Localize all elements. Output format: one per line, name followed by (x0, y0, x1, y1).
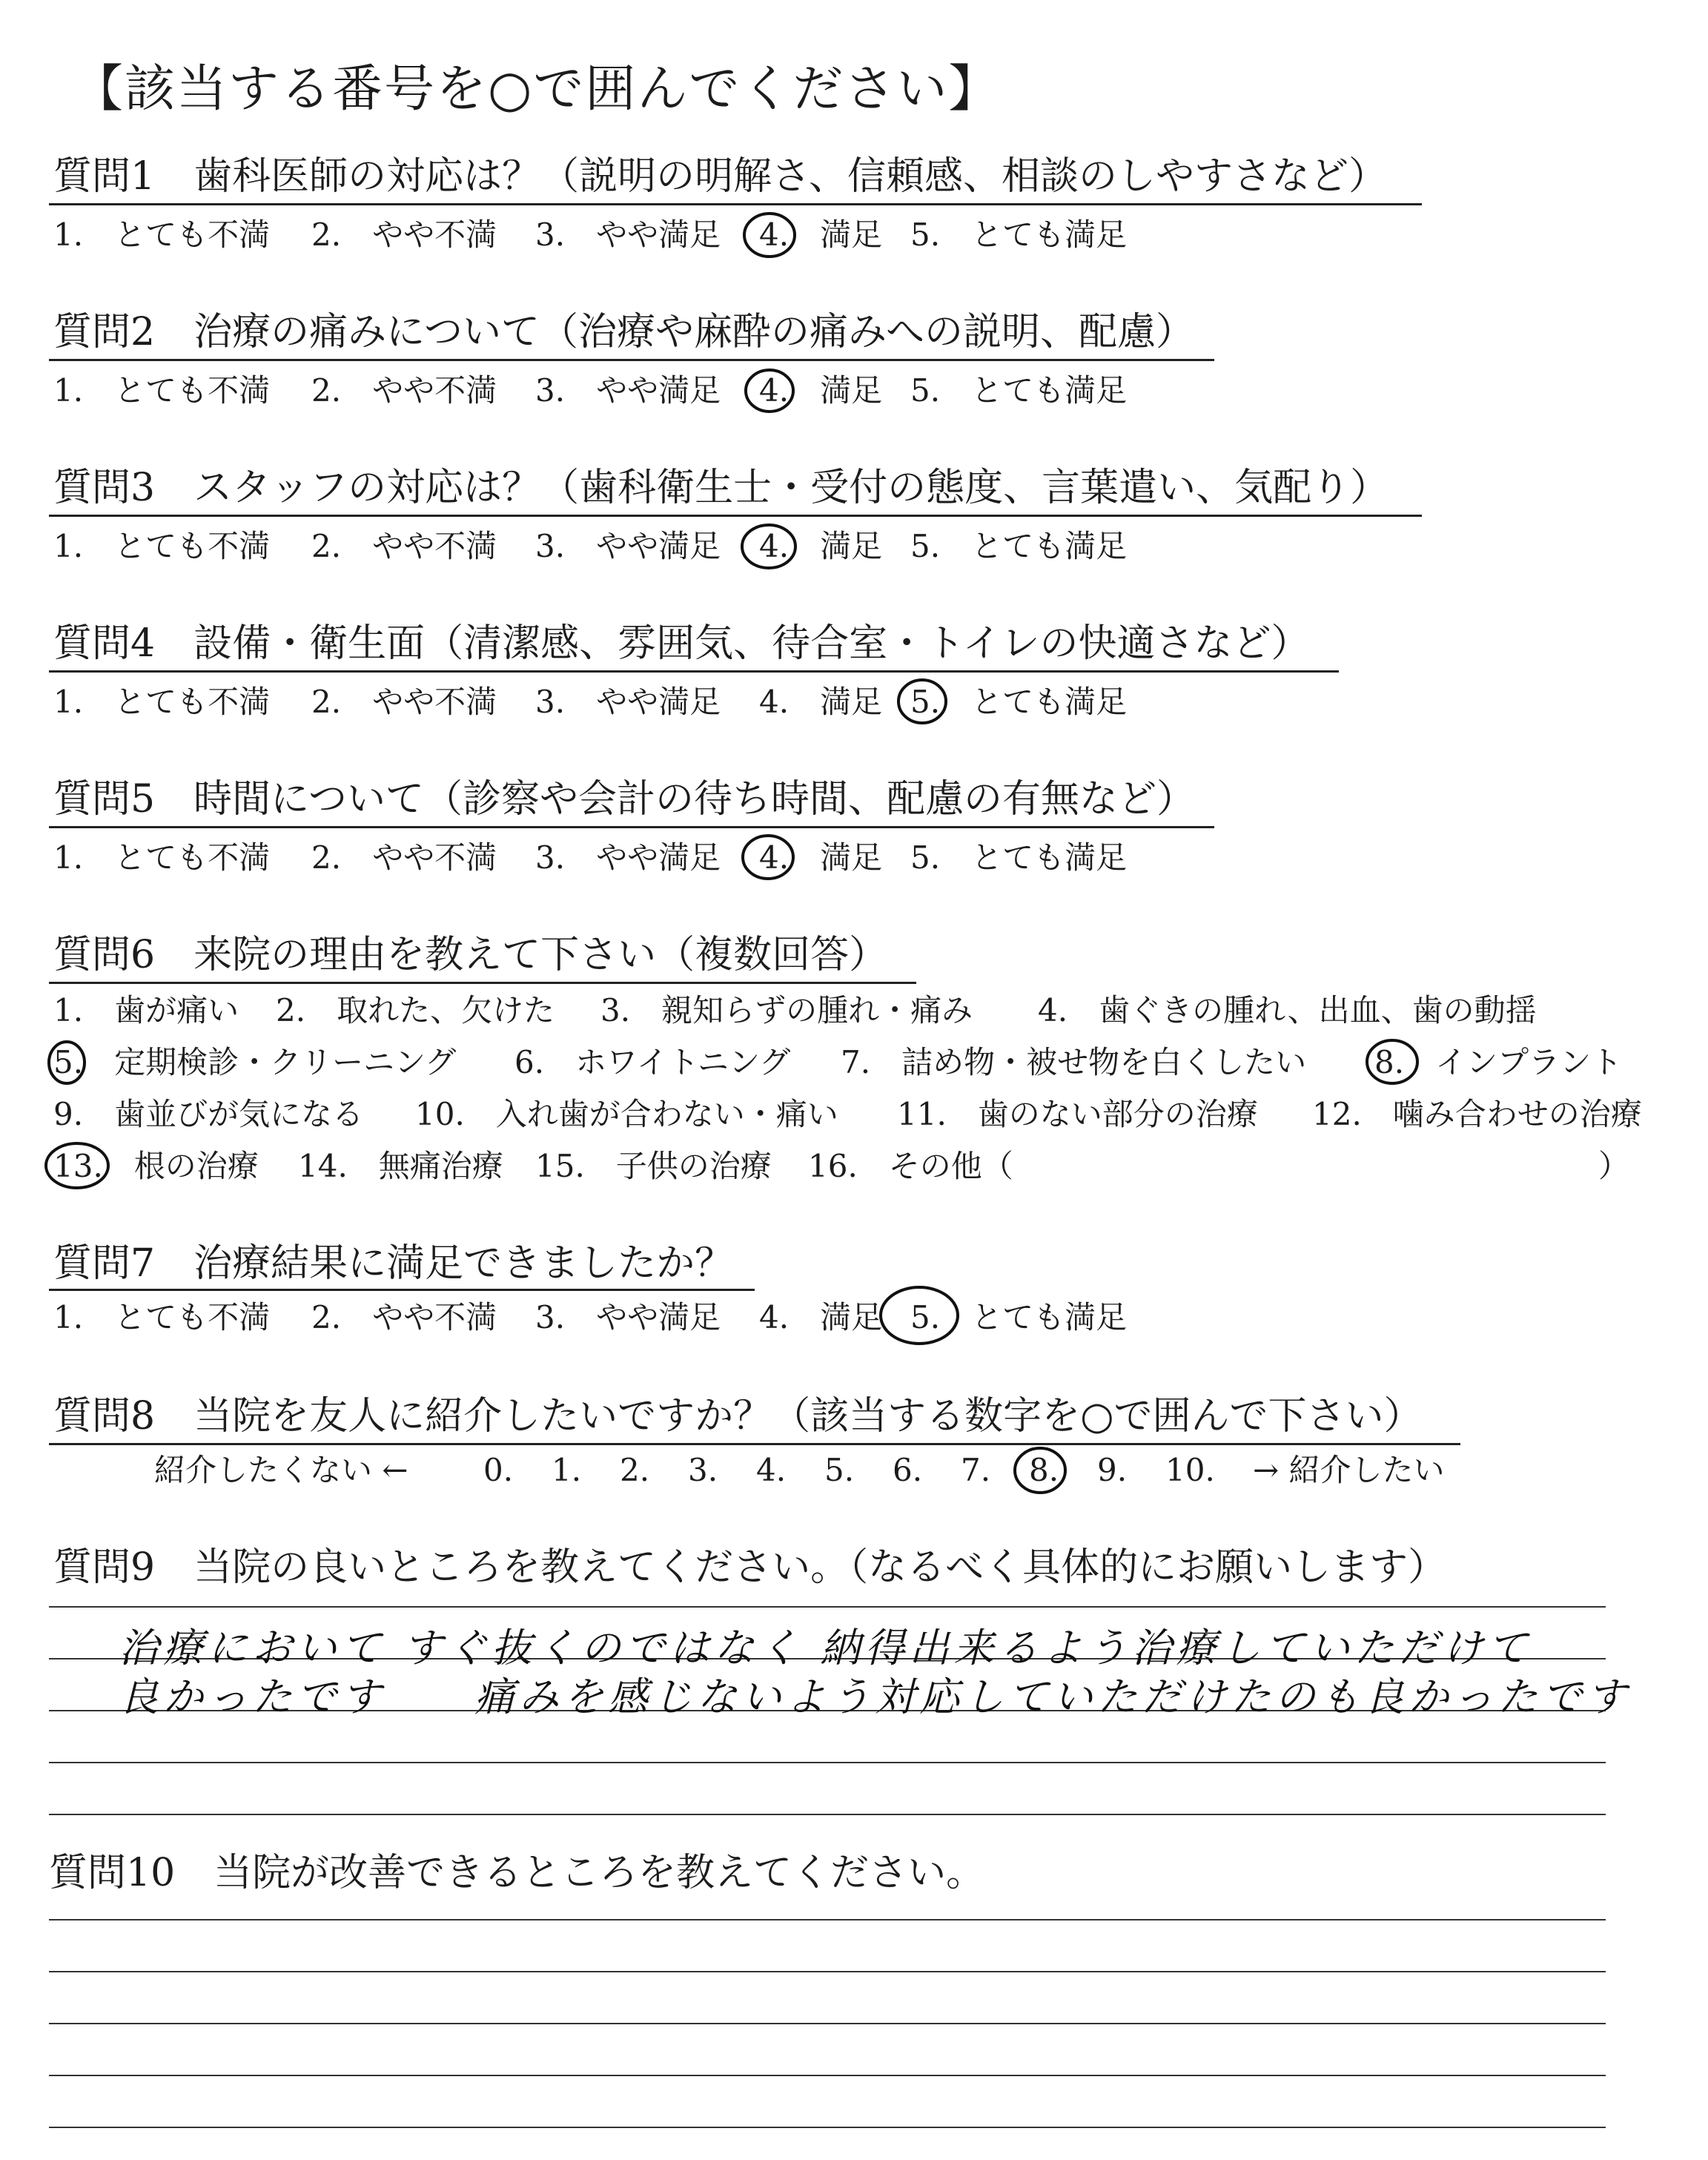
q8-scale-7[interactable]: 7. (961, 1452, 991, 1488)
q6-option-13[interactable]: 13. 根の治療 (53, 1148, 259, 1184)
page-title: 【該当する番号を○で囲んでください】 (73, 60, 1001, 119)
q8-scale-6[interactable]: 6. (893, 1452, 923, 1488)
q6-option-3[interactable]: 3. 親知らずの腫れ・痛み (600, 992, 973, 1028)
question-6-label: 質問6 来院の理由を教えて下さい（複数回答） (53, 933, 888, 977)
q10-answer-line-2 (49, 1971, 1606, 1972)
q3-option-3[interactable]: 3. やや満足 (535, 528, 721, 564)
q8-scale-8[interactable]: 8. (1029, 1452, 1059, 1488)
q2-option-1[interactable]: 1. とても不満 (53, 372, 271, 409)
q8-scale-1[interactable]: 1. (552, 1452, 582, 1488)
question-9-label: 質問9 当院の良いところを教えてください。（なるべく具体的にお願いします） (53, 1545, 1447, 1590)
question-10-label: 質問10 当院が改善できるところを教えてください。 (49, 1851, 985, 1895)
q9-answer-line-1 (49, 1606, 1606, 1608)
q2-option-4[interactable]: 4. 満足 (759, 372, 883, 409)
q1-option-4[interactable]: 4. 満足 (759, 217, 883, 253)
q8-scale-5[interactable]: 5. (824, 1452, 855, 1488)
q4-option-5[interactable]: 5. とても満足 (910, 684, 1128, 720)
q7-option-5[interactable]: 5. とても満足 (910, 1299, 1128, 1335)
q4-option-4[interactable]: 4. 満足 (759, 684, 883, 720)
q6-option-14[interactable]: 14. 無痛治療 (298, 1148, 503, 1184)
q9-handwritten-answer-line-2: 良かったです 痛みを感じないよう対応していただけたのも良かったです (119, 1674, 1631, 1720)
question-7-label: 質問7 治療結果に満足できましたか？ (53, 1241, 734, 1286)
question-4-label: 質問4 設備・衛生面（清潔感、雰囲気、待合室・トイレの快適さなど） (53, 621, 1310, 666)
q8-selection-circle (1008, 1444, 1072, 1496)
q7-option-4[interactable]: 4. 満足 (759, 1299, 883, 1335)
q6-option-9[interactable]: 9. 歯並びが気になる (53, 1096, 364, 1132)
question-8-underline (49, 1443, 1460, 1445)
q6-option-1[interactable]: 1. 歯が痛い (53, 992, 239, 1028)
q8-left-label: 紹介したくない ← (154, 1452, 408, 1488)
q10-answer-line-3 (49, 2023, 1606, 2024)
q8-scale-2[interactable]: 2. (620, 1452, 650, 1488)
q9-answer-line-5 (49, 1814, 1606, 1815)
q6-option-7[interactable]: 7. 詰め物・被せ物を白くしたい (841, 1044, 1307, 1080)
q6-option-16[interactable]: 16. その他（ (808, 1148, 1013, 1184)
q6-option-11[interactable]: 11. 歯のない部分の治療 (897, 1096, 1258, 1132)
q8-scale-4[interactable]: 4. (756, 1452, 787, 1488)
q6-selection-circle-8 (1361, 1037, 1423, 1087)
q7-option-3[interactable]: 3. やや満足 (535, 1299, 721, 1335)
question-2-label: 質問2 治療の痛みについて（治療や麻酔の痛みへの説明、配慮） (53, 310, 1195, 354)
question-5-underline (49, 826, 1214, 828)
q5-option-4[interactable]: 4. 満足 (759, 839, 883, 876)
q2-selection-circle (740, 366, 799, 415)
question-5-label: 質問5 時間について（診察や会計の待ち時間、配慮の有無など） (53, 777, 1196, 822)
q6-option-15[interactable]: 15. 子供の治療 (535, 1148, 772, 1184)
question-2-underline (49, 359, 1214, 361)
q6-selection-circle-5 (44, 1038, 92, 1087)
question-4-underline (49, 670, 1339, 673)
question-1-underline (49, 203, 1422, 205)
q8-scale-0[interactable]: 0. (483, 1452, 514, 1488)
q4-option-1[interactable]: 1. とても不満 (53, 684, 271, 720)
q8-scale-9[interactable]: 9. (1097, 1452, 1128, 1488)
question-8-label: 質問8 当院を友人に紹介したいですか？（該当する数字を○で囲んで下さい） (53, 1394, 1423, 1439)
q7-option-1[interactable]: 1. とても不満 (53, 1299, 271, 1335)
q4-option-2[interactable]: 2. やや不満 (311, 684, 497, 720)
q7-selection-circle (875, 1283, 964, 1348)
q6-option-8[interactable]: 8. インプラント (1374, 1044, 1623, 1080)
q3-selection-circle (737, 522, 801, 571)
q9-answer-line-4 (49, 1762, 1606, 1763)
q8-right-label: → 紹介したい (1253, 1452, 1445, 1488)
q8-scale-10[interactable]: 10. (1165, 1452, 1215, 1488)
q9-handwritten-answer-line-1: 治療において すぐ抜くのではなく 納得出来るよう治療していただけて (119, 1625, 1532, 1671)
q4-option-3[interactable]: 3. やや満足 (535, 684, 721, 720)
q2-option-3[interactable]: 3. やや満足 (535, 372, 721, 409)
q5-option-2[interactable]: 2. やや不満 (311, 839, 497, 876)
q7-option-2[interactable]: 2. やや不満 (311, 1299, 497, 1335)
q6-option-10[interactable]: 10. 入れ歯が合わない・痛い (415, 1096, 838, 1132)
q6-other-close-paren: ） (1598, 1148, 1630, 1184)
q6-option-2[interactable]: 2. 取れた、欠けた (276, 992, 555, 1028)
question-1-label: 質問1 歯科医師の対応は？（説明の明解さ、信頼感、相談のしやすさなど） (53, 154, 1388, 199)
q2-option-2[interactable]: 2. やや不満 (311, 372, 497, 409)
q3-option-5[interactable]: 5. とても満足 (910, 528, 1128, 564)
q1-option-1[interactable]: 1. とても不満 (53, 217, 271, 253)
q1-option-2[interactable]: 2. やや不満 (311, 217, 497, 253)
q10-answer-line-1 (49, 1919, 1606, 1920)
q6-option-5[interactable]: 5. 定期検診・クリーニング (53, 1044, 457, 1080)
question-3-label: 質問3 スタッフの対応は？（歯科衛生士・受付の態度、言葉遣い、気配り） (53, 466, 1389, 510)
q6-option-4[interactable]: 4. 歯ぐきの腫れ、出血、歯の動揺 (1038, 992, 1537, 1028)
q10-answer-line-4 (49, 2075, 1606, 2076)
q10-answer-line-5 (49, 2127, 1606, 2128)
q8-scale-3[interactable]: 3. (688, 1452, 718, 1488)
q6-selection-circle-13 (42, 1139, 113, 1192)
question-6-underline (49, 982, 916, 984)
q3-option-1[interactable]: 1. とても不満 (53, 528, 271, 564)
q5-option-5[interactable]: 5. とても満足 (910, 839, 1128, 876)
q6-option-6[interactable]: 6. ホワイトニング (514, 1044, 791, 1080)
q3-option-4[interactable]: 4. 満足 (759, 528, 883, 564)
question-3-underline (49, 515, 1422, 517)
question-7-underline (49, 1289, 755, 1291)
q5-option-3[interactable]: 3. やや満足 (535, 839, 721, 876)
q5-selection-circle (737, 832, 799, 882)
q1-option-3[interactable]: 3. やや満足 (535, 217, 721, 253)
q5-option-1[interactable]: 1. とても不満 (53, 839, 271, 876)
q1-option-5[interactable]: 5. とても満足 (910, 217, 1128, 253)
q1-selection-circle (740, 211, 799, 260)
q2-option-5[interactable]: 5. とても満足 (910, 372, 1128, 409)
q6-option-12[interactable]: 12. 噛み合わせの治療 (1312, 1096, 1642, 1132)
q3-option-2[interactable]: 2. やや不満 (311, 528, 497, 564)
q4-selection-circle (893, 676, 952, 727)
